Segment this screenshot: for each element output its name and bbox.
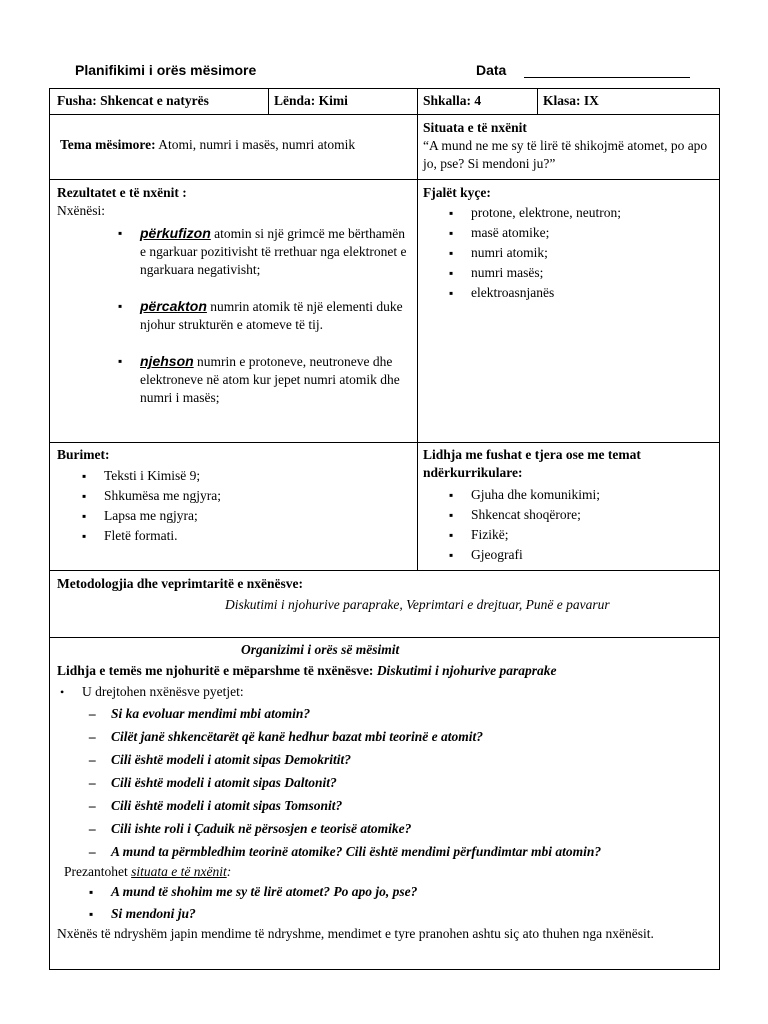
list-item: ▪ Teksti i Kimisë 9; (104, 466, 412, 486)
organizimi-title: Organizimi i orës së mësimit (241, 642, 400, 657)
verb: njehson (140, 353, 194, 369)
rezultatet-list (140, 224, 408, 407)
divider (50, 637, 719, 638)
fjalet-cell (423, 184, 715, 303)
metodologjia-text: Diskutimi i njohurive paraprake, Veprimtari e drejtuar, Punë e pavarur (225, 597, 610, 612)
list-item: ▪ Gjeografi (471, 545, 715, 565)
lidhja-list (471, 485, 715, 565)
metodologjia-cell (57, 575, 712, 614)
list-item: ▪ elektroasnjanës (471, 283, 715, 303)
list-item (140, 297, 408, 334)
question-item: – Cilët janë shkencëtarët që kanë hedhur bazat mbi teorinë e atomit? (111, 725, 717, 748)
tema-value: Atomi, numri i masës, numri atomik (155, 137, 356, 152)
list-item: ▪ Lapsa me ngjyra; (104, 506, 412, 526)
date-field-line[interactable] (524, 77, 690, 78)
burimet-list (104, 466, 412, 546)
divider (50, 114, 719, 115)
question-item: – A mund ta përmbledhim teorinë atomike? Cili është mendimi përfundimtar mbi atomin? (111, 840, 717, 863)
rezultatet-cell (57, 184, 412, 407)
burimet-cell (57, 446, 412, 546)
questions-list (111, 702, 717, 863)
question-item: ▪ Si mendoni ju? (111, 903, 717, 925)
divider (537, 89, 538, 114)
list-item: ▪ Fletë formati. (104, 526, 412, 546)
question-item: – Cili ishte roli i Çaduik në përsosjen e teorisë atomike? (111, 817, 717, 840)
situata-link[interactable]: situata e të nxënit (131, 864, 227, 879)
tema-label: Tema mësimore: (60, 137, 156, 152)
fjalet-label: Fjalët kyçe: (423, 185, 491, 200)
lidhja-label: Lidhja me fushat e tjera ose me temat ndërkurrikulare: (423, 447, 641, 480)
tema-cell (60, 136, 415, 154)
list-item: ▪ numri masës; (471, 263, 715, 283)
list-item: ▪ Shkumësa me ngjyra; (104, 486, 412, 506)
organizimi-intro-list (82, 683, 717, 701)
organizimi-lidhja-value: Diskutimi i njohurive paraprake (376, 663, 557, 678)
situata-cell (423, 119, 715, 173)
organizimi-cell (57, 641, 717, 943)
list-item: ▪ Gjuha dhe komunikimi; (471, 485, 715, 505)
divider (50, 442, 719, 443)
shkalla-cell: Shkalla: 4 (423, 93, 482, 108)
list-item: ▪ masë atomike; (471, 223, 715, 243)
divider (417, 89, 418, 570)
klasa-cell: Klasa: IX (543, 93, 599, 108)
list-item: ▪ Fizikë; (471, 525, 715, 545)
divider (50, 570, 719, 571)
question-item: – Cili është modeli i atomit sipas Demokritit? (111, 748, 717, 771)
lidhja-cell (423, 446, 715, 565)
rezultatet-intro: Nxënësi: (57, 203, 105, 218)
list-item (140, 352, 408, 407)
lenda-cell: Lënda: Kimi (274, 93, 348, 108)
list-item: • U drejtohen nxënësve pyetjet: (82, 683, 717, 701)
situata-text: “A mund ne me sy të lirë të shikojmë atomet, po apo jo, pse? Si mendoni ju?” (423, 138, 708, 171)
question-item: – Cili është modeli i atomit sipas Tomsonit? (111, 794, 717, 817)
sub-questions-list (111, 881, 717, 925)
question-item: – Cili është modeli i atomit sipas Daltonit? (111, 771, 717, 794)
divider (50, 179, 719, 180)
burimet-label: Burimet: (57, 447, 110, 462)
divider (268, 89, 269, 114)
item-text: numrin e protoneve, neutroneve dhe elektroneve në atom kur jepet numri atomik dhe numri i masës; (140, 354, 400, 405)
list-item: ▪ Shkencat shoqërore; (471, 505, 715, 525)
date-label: Data (476, 62, 507, 78)
fusha-cell: Fusha: Shkencat e natyrës (57, 93, 209, 108)
situata-colon: : (226, 864, 232, 879)
prezantohet-text: Prezantohet (64, 864, 132, 879)
closing-text: Nxënës të ndryshëm japin mendime të ndryshme, mendimet e tyre pranohen ashtu siç ato thuhen nga nxënësit. (57, 926, 654, 941)
item-text: numrin atomik të një elementi duke njohur strukturën e atomeve të tij. (140, 299, 403, 332)
situata-label: Situata e të nxënit (423, 120, 527, 135)
fjalet-list (471, 203, 715, 303)
list-item: ▪ numri atomik; (471, 243, 715, 263)
list-item (140, 224, 408, 279)
rezultatet-label: Rezultatet e të nxënit : (57, 185, 187, 200)
list-item: ▪ protone, elektrone, neutron; (471, 203, 715, 223)
verb: përkufizon (140, 225, 211, 241)
metodologjia-label: Metodologjia dhe veprimtaritë e nxënësve: (57, 576, 303, 591)
question-item: – Si ka evoluar mendimi mbi atomin? (111, 702, 717, 725)
prezantohet-line (64, 863, 717, 881)
page-title: Planifikimi i orës mësimore (75, 62, 257, 78)
question-item: ▪ A mund të shohim me sy të lirë atomet? Po apo jo, pse? (111, 881, 717, 903)
organizimi-lidhja (57, 662, 717, 680)
organizimi-lidhja-label: Lidhja e temës me njohuritë e mëparshme të nxënësve: (57, 663, 377, 678)
lesson-plan-table (49, 88, 720, 970)
verb: përcakton (140, 298, 207, 314)
item-text: atomin si një grimcë me bërthamën e ngarkuar pozitivisht të rrethuar nga elektronet e ngarkuara negativisht; (140, 226, 407, 277)
